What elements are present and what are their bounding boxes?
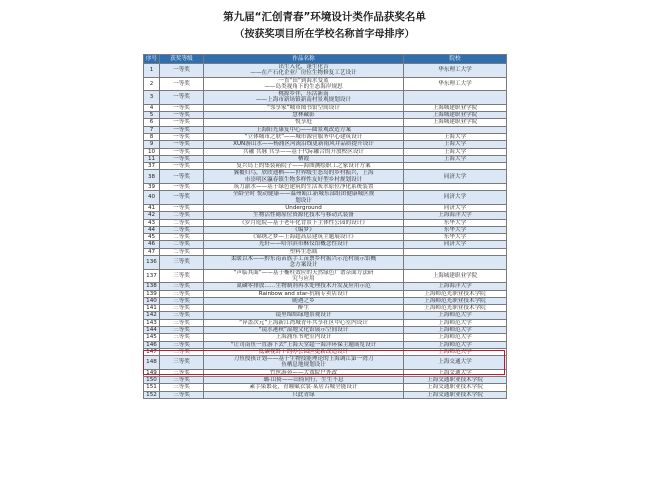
- cell-school: 上海师范大学: [404, 341, 507, 348]
- cell-work-title: 低碳视野下的办公园区更新改造设计: [204, 348, 404, 355]
- cell-work-title: 竹丝游苑——大戏院户外改: [204, 369, 404, 376]
- cell-award-level: 三等奖: [160, 269, 204, 283]
- cell-award-level: 三等奖: [160, 283, 204, 290]
- cell-school: 上海师范大学: [404, 348, 507, 355]
- cell-school: 上海大学: [404, 133, 507, 140]
- cell-number: 1: [144, 64, 160, 78]
- cell-number: 7: [144, 126, 160, 133]
- cell-work-title: 璐·山倚——山倚同行，生生不息: [204, 377, 404, 384]
- table-row: [144, 204, 507, 211]
- cell-work-title: “镜水港秋”湿地文化馆展示空间设计: [204, 326, 404, 333]
- cell-award-level: 三等奖: [160, 348, 204, 355]
- cell-award-level: 三等奖: [160, 290, 204, 297]
- cell-school: 华东理工大学: [404, 77, 507, 91]
- table-row: [144, 384, 507, 391]
- table-row: [144, 356, 507, 370]
- cell-work-title: “立体城市之肤”——城市源营服务中心建筑设计: [204, 133, 404, 140]
- table-row: [144, 369, 507, 376]
- cell-school: 东华大学: [404, 226, 507, 233]
- cell-number: 38: [144, 170, 160, 184]
- cell-number: 41: [144, 204, 160, 211]
- header-award-level: 获奖等级: [160, 55, 204, 64]
- document-subtitle: （按获奖项目所在学校名称首字母排序）: [234, 29, 415, 40]
- cell-school: 上海交通职业技术学院: [404, 377, 507, 384]
- cell-school: 上海交通大学: [404, 369, 507, 376]
- table-row: [144, 326, 507, 333]
- cell-school: 同济大学: [404, 170, 507, 184]
- cell-number: 147: [144, 348, 160, 355]
- table-row: [144, 126, 507, 133]
- cell-number: 151: [144, 384, 160, 391]
- cell-number: 45: [144, 234, 160, 241]
- cell-number: 5: [144, 112, 160, 119]
- cell-work-title: 栖霞: [204, 155, 404, 162]
- cell-award-level: 一等奖: [160, 184, 204, 191]
- cell-number: 37: [144, 163, 160, 170]
- cell-award-level: 三等奖: [160, 326, 204, 333]
- cell-school: [404, 163, 507, 170]
- cell-number: 136: [144, 256, 160, 270]
- cell-school: [404, 248, 507, 255]
- cell-work-title: 悦享庭: [204, 119, 404, 126]
- cell-work-title: 《编梦》: [204, 226, 404, 233]
- cell-school: 上海交通职业技术学院: [404, 391, 507, 398]
- table-row: [144, 348, 507, 355]
- cell-number: 8: [144, 133, 160, 140]
- cell-number: 3: [144, 91, 160, 105]
- table-header-row: [144, 55, 507, 64]
- cell-work-title: 筑力渝水——基于绿色建筑的生活灰水原位净化系统装置: [204, 184, 404, 191]
- cell-work-title: 慧林藏影: [204, 112, 404, 119]
- cell-work-title: 桃源乡伴，乐活新南 ——上海市新场镇新南村景观规划设计: [204, 91, 404, 105]
- cell-number: 44: [144, 226, 160, 233]
- cell-work-title: 共融 共脉 共享——基于代际融合的开放校区设计: [204, 148, 404, 155]
- cell-school: [404, 184, 507, 191]
- header-work-title: 作品名称: [204, 55, 404, 64]
- cell-award-level: 二等奖: [160, 212, 204, 219]
- cell-award-level: 一等奖: [160, 64, 204, 78]
- cell-number: 139: [144, 290, 160, 297]
- cell-number: 143: [144, 319, 160, 326]
- cell-school: 上海交通大学: [404, 356, 507, 370]
- cell-school: 上海师范大学: [404, 312, 507, 319]
- cell-school: 上海交通职业技术学院: [404, 384, 507, 391]
- cell-school: 上海城建职业学院: [404, 269, 507, 283]
- cell-number: 46: [144, 241, 160, 248]
- cell-award-level: 一等奖: [160, 204, 204, 211]
- table-row: [144, 297, 507, 304]
- cell-number: 40: [144, 191, 160, 205]
- cell-school: 上海师范光职业技术学院: [404, 297, 507, 304]
- cell-work-title: 素手染繁花，青瞳赋衣裳·某居古城全能设计: [204, 384, 404, 391]
- cell-number: 146: [144, 341, 160, 348]
- cell-work-title: 光轩——哈尔滨市酥仪馆概念性设计: [204, 241, 404, 248]
- cell-award-level: 一等奖: [160, 170, 204, 184]
- cell-school: 同济大学: [404, 191, 507, 205]
- cell-number: 152: [144, 391, 160, 398]
- cell-work-title: “声临其面”——基于椭柱效应的天然绿色广谱杂面方法研 究与应用: [204, 269, 404, 283]
- cell-work-title: 氮磷零排放……生物制剂再水处理技术开发及应用示范: [204, 283, 404, 290]
- cell-number: 42: [144, 212, 160, 219]
- cell-number: 137: [144, 269, 160, 283]
- table-row: [144, 77, 507, 91]
- cell-award-level: 三等奖: [160, 369, 204, 376]
- cell-award-level: 三等奖: [160, 256, 204, 270]
- cell-school: 上海大学: [404, 155, 507, 162]
- table-row: [144, 341, 507, 348]
- header-school: 院校: [404, 55, 507, 64]
- cell-work-title: 翼覆归鸟，欣欣迪栖——世界级生态岛的乡村振兴，上海 市崇明区瀛春镇生物多样性友好型乡村规划设计: [204, 170, 404, 184]
- cell-award-level: 一等奖: [160, 155, 204, 162]
- table-row: [144, 256, 507, 270]
- cell-award-level: 二等奖: [160, 234, 204, 241]
- table-row: [144, 163, 507, 170]
- table-row: [144, 305, 507, 312]
- cell-number: 150: [144, 377, 160, 384]
- cell-number: 47: [144, 248, 160, 255]
- cell-school: 上海师范光职业技术学院: [404, 290, 507, 297]
- cell-award-level: 一等奖: [160, 133, 204, 140]
- cell-work-title: “让司南鱼一直游下去”上海天堂超一海洋环保主题展览设计: [204, 341, 404, 348]
- table-row: [144, 234, 507, 241]
- cell-number: 11: [144, 155, 160, 162]
- cell-award-level: 三等奖: [160, 319, 204, 326]
- cell-school: 上海城建职业学院: [404, 119, 507, 126]
- cell-work-title: 上海阳光康复中心——圆景观改造方案: [204, 126, 404, 133]
- cell-school: 上海海洋大学: [404, 283, 507, 290]
- cell-school: 东华大学: [404, 234, 507, 241]
- table-row: [144, 269, 507, 283]
- cell-work-title: 塑料生态瓶: [204, 248, 404, 255]
- table-row: [144, 219, 507, 226]
- cell-award-level: 一等奖: [160, 77, 204, 91]
- cell-number: 145: [144, 334, 160, 341]
- cell-award-level: 一等奖: [160, 112, 204, 119]
- awards-table: [143, 54, 507, 399]
- cell-school: 东华大学: [404, 219, 507, 226]
- cell-school: 上海师范大学: [404, 319, 507, 326]
- cell-number: 138: [144, 283, 160, 290]
- cell-work-title: 刀鱼授孩计划——基于生物技能理论的上海调江第一湾刀 鱼栖息地规划设计: [204, 356, 404, 370]
- cell-award-level: 三等奖: [160, 341, 204, 348]
- cell-award-level: 一等奖: [160, 148, 204, 155]
- cell-award-level: 三等奖: [160, 297, 204, 304]
- cell-award-level: 一等奖: [160, 104, 204, 111]
- table-row: [144, 155, 507, 162]
- table-row: [144, 148, 507, 155]
- cell-work-title: 镜里绵绵绿地景观设计: [204, 312, 404, 319]
- table-row: [144, 312, 507, 319]
- cell-school: 上海师范光职业技术学院: [404, 305, 507, 312]
- cell-award-level: 二等奖: [160, 241, 204, 248]
- cell-school: 上海大学: [404, 148, 507, 155]
- table-row: [144, 191, 507, 205]
- cell-number: 43: [144, 219, 160, 226]
- table-row: [144, 319, 507, 326]
- cell-work-title: 生物活性砌原位资源化技术与移动式装备: [204, 212, 404, 219]
- cell-number: 141: [144, 305, 160, 312]
- table-row: [144, 64, 507, 78]
- cell-award-level: 三等奖: [160, 384, 204, 391]
- cell-award-level: 二等奖: [160, 219, 204, 226]
- cell-award-level: 二等奖: [160, 248, 204, 255]
- cell-award-level: 三等奖: [160, 334, 204, 341]
- cell-school: 上海师范大学: [404, 334, 507, 341]
- table-row: [144, 184, 507, 191]
- table-row: [144, 133, 507, 140]
- cell-award-level: 一等奖: [160, 163, 204, 170]
- cell-work-title: 《锦绣之梦—上海超高层建筑主题展设计》: [204, 234, 404, 241]
- table-body: [144, 64, 507, 399]
- cell-school: [404, 256, 507, 270]
- cell-work-title: 醉生: [204, 305, 404, 312]
- cell-work-title: 复兴岛上的集装箱院子——海图测绘职工之家设计方案: [204, 163, 404, 170]
- cell-number: 142: [144, 312, 160, 319]
- table-row: [144, 391, 507, 398]
- table-row: [144, 248, 507, 255]
- cell-work-title: 一直“田”到海水变蓝 ——岛类视角下的生态海岸规思: [204, 77, 404, 91]
- table-row: [144, 119, 507, 126]
- cell-award-level: 一等奖: [160, 119, 204, 126]
- cell-work-title: 柔暖以木——黔东南苗族手工苗票乡村振兴示范村展示馆概 念方案设计: [204, 256, 404, 270]
- cell-school: 华东理工大学: [404, 64, 507, 78]
- cell-award-level: 一等奖: [160, 91, 204, 105]
- cell-number: 148: [144, 356, 160, 370]
- cell-work-title: 全龄全时 悦动健康——温州瓯江新城东部组团健康城区规 划设计: [204, 191, 404, 205]
- cell-school: 上海城建职业学院: [404, 112, 507, 119]
- table-row: [144, 377, 507, 384]
- cell-work-title: Rainbow and star-抗痛专卖店设计: [204, 290, 404, 297]
- table-row: [144, 334, 507, 341]
- cell-school: 同济大学: [404, 204, 507, 211]
- cell-award-level: 三等奖: [160, 305, 204, 312]
- cell-number: 140: [144, 297, 160, 304]
- header-number: 序号: [144, 55, 160, 64]
- cell-award-level: 三等奖: [160, 391, 204, 398]
- table-row: [144, 91, 507, 105]
- cell-number: 4: [144, 104, 160, 111]
- cell-award-level: 一等奖: [160, 141, 204, 148]
- table-row: [144, 212, 507, 219]
- cell-work-title: XUN游山水——杨浦区河流沿线更新雨风并品质提升设计: [204, 141, 404, 148]
- cell-number: 10: [144, 148, 160, 155]
- cell-number: 6: [144, 119, 160, 126]
- cell-award-level: 二等奖: [160, 226, 204, 233]
- table-row: [144, 283, 507, 290]
- cell-work-title: Underground: [204, 204, 404, 211]
- cell-school: 上海师范大学: [404, 326, 507, 333]
- cell-number: 39: [144, 184, 160, 191]
- cell-school: 上海城建职业学院: [404, 104, 507, 111]
- cell-award-level: 三等奖: [160, 356, 204, 370]
- table-row: [144, 141, 507, 148]
- cell-school: 同济大学: [404, 241, 507, 248]
- table-row: [144, 226, 507, 233]
- cell-number: 2: [144, 77, 160, 91]
- cell-work-title: “邻享家”城市图书馆空间设计: [204, 104, 404, 111]
- cell-number: 9: [144, 141, 160, 148]
- cell-award-level: 三等奖: [160, 377, 204, 384]
- cell-award-level: 三等奖: [160, 312, 204, 319]
- table-row: [144, 170, 507, 184]
- cell-number: 144: [144, 326, 160, 333]
- table-row: [144, 241, 507, 248]
- cell-number: 149: [144, 369, 160, 376]
- cell-award-level: 一等奖: [160, 126, 204, 133]
- cell-work-title: 《岁月庭院—基于老年化背景下主体性公园的设计》: [204, 219, 404, 226]
- cell-school: [404, 91, 507, 105]
- cell-school: 上海海洋大学: [404, 212, 507, 219]
- cell-school: 上海大学: [404, 141, 507, 148]
- document-title: 第九届“汇创青春”环境设计类作品获奖名单: [223, 11, 426, 23]
- cell-work-title: “异盖次元”上海新江湾城青年共享社区中心室内设计: [204, 319, 404, 326]
- table-row: [144, 104, 507, 111]
- table-row: [144, 112, 507, 119]
- cell-work-title: 随遇之乡: [204, 297, 404, 304]
- cell-award-level: 一等奖: [160, 191, 204, 205]
- cell-work-title: 出生入化，蓬生化吉 ——在产石化企业厂房位生物修复工艺设计: [204, 64, 404, 78]
- table-row: [144, 290, 507, 297]
- cell-school: [404, 126, 507, 133]
- cell-work-title: 上海浦东书吧室内设计: [204, 334, 404, 341]
- cell-work-title: 只此青绿: [204, 391, 404, 398]
